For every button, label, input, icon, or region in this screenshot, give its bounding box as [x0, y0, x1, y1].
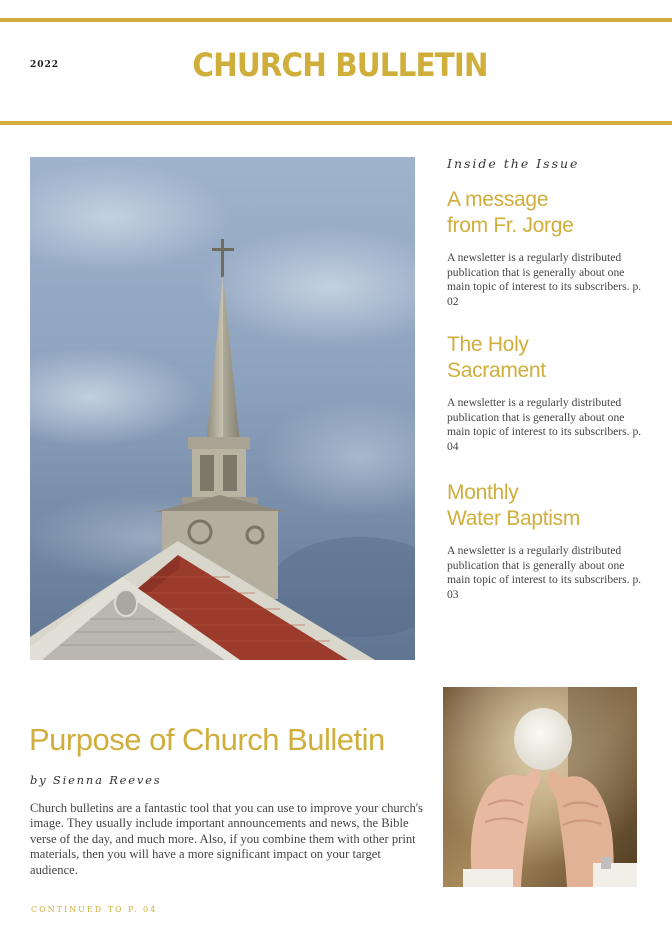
header-top-rule [0, 18, 672, 22]
inside-issue-label: Inside the Issue [447, 156, 580, 171]
article-title-line: Water Baptism [447, 507, 581, 530]
article-summary: A newsletter is a regularly distributed publication that is generally about one main topic of interest to its subscribers. p. 02 [447, 251, 642, 308]
continued-link[interactable]: CONTINUED TO P. 04 [31, 905, 158, 914]
communion-host-photo [443, 687, 637, 887]
article-summary: A newsletter is a regularly distributed publication that is generally about one main topic of interest to its subscribers. p. 04 [447, 396, 642, 453]
article-title-line: The Holy [447, 333, 529, 356]
feature-byline: by Sienna Reeves [30, 773, 162, 787]
article-title [447, 187, 647, 239]
article-water-baptism [447, 480, 647, 602]
article-title [447, 480, 647, 532]
steeple-photo [30, 157, 415, 660]
article-title [447, 332, 647, 384]
header-bottom-rule [0, 121, 672, 125]
article-title-line: from Fr. Jorge [447, 214, 574, 237]
article-summary: A newsletter is a regularly distributed publication that is generally about one main topic of interest to its subscribers. p. 03 [447, 544, 642, 601]
article-message-fr-jorge [447, 187, 647, 309]
article-title-line: Monthly [447, 481, 519, 504]
feature-headline: Purpose of Church Bulletin [29, 722, 385, 757]
issue-year: 2022 [30, 60, 60, 70]
masthead-title: CHURCH BULLETIN [192, 46, 488, 84]
article-holy-sacrament [447, 332, 647, 454]
article-title-line: A message [447, 188, 549, 211]
feature-body: Church bulletins are a fantastic tool that you can use to improve your church's image. They usually include important announcements and news, the Bible verse of the day, and much more. Also, if you combine them with other print materials, then you will have a more significant impact on your target audience. [30, 801, 423, 877]
article-title-line: Sacrament [447, 359, 546, 382]
